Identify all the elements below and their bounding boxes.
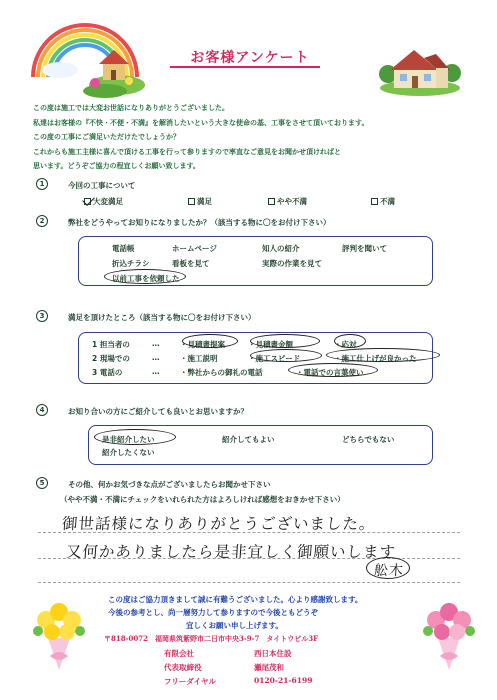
question-5-text: その他、何かお気づきな点がございましたらお聞かせ下さい [68, 480, 271, 489]
q2-option-saw-work[interactable]: 実際の作業を見て [262, 259, 322, 268]
writing-line [38, 582, 460, 583]
q4-option-maybe[interactable]: 紹介してもよい [222, 435, 275, 444]
intro-line: これからも施工主様に喜んで頂ける工事を行って参りますので率直なご意見をお聞かせ頂ければと [33, 147, 341, 156]
answer-circle [104, 269, 186, 284]
answer-circle [326, 348, 440, 362]
representative-label: 代表取締役 [164, 663, 202, 672]
q4-option-no[interactable]: 紹介したくない [102, 448, 155, 457]
q3-option-thank-you-call[interactable]: ・弊社からの御礼の電話 [180, 368, 263, 377]
checkbox[interactable] [188, 198, 195, 205]
answer-circle [288, 363, 378, 377]
phone-label: フリーダイヤル [164, 677, 216, 686]
question-3-text: 満足を頂けたところ（該当する物に〇をお付け下さい） [68, 313, 256, 322]
question-number: 2 [36, 215, 48, 227]
q2-option-phonebook[interactable]: 電話帳 [112, 244, 135, 253]
q3-option-finish[interactable]: ・施工仕上げが良かった [334, 354, 417, 363]
title-underline [170, 66, 320, 68]
intro-line: この度の工事にご満足いただけたでしょうか？ [33, 133, 180, 141]
phone-number: 0120-21-6199 [254, 676, 313, 685]
option-label: 大変満足 [93, 197, 123, 206]
handwritten-signature: 舩木 [373, 563, 405, 579]
signature-circle [366, 557, 410, 579]
question-4-text: お知り合いの方にご紹介しても良いとお思いますか？ [68, 407, 248, 416]
answer-circle [334, 334, 366, 348]
q3-option-estimate-proposal[interactable]: ・見積書提案 [180, 340, 225, 349]
option-label: やや不満 [277, 197, 307, 206]
handwritten-comment: 又何かありましたら是非宜しく御願いします [65, 543, 397, 561]
footer-message-line: この度はご協力頂きまして誠に有難うございました。心より感謝致します。 [108, 595, 363, 604]
q2-option-referral[interactable]: 知人の紹介 [262, 244, 300, 253]
answer-circle [182, 334, 238, 348]
rainbow-house-illustration [25, 15, 145, 100]
question-2-text: 弊社をどうやってお知りになりましたか？（該当する物に〇をお付け下さい） [68, 218, 331, 227]
company-name: 西日本住設 [254, 649, 292, 658]
q4-option-definitely[interactable]: 是非紹介したい [102, 435, 155, 444]
option-label: 不満 [380, 197, 395, 206]
q3-row-label: 3 電話の [92, 368, 123, 377]
q4-option-neutral[interactable]: どちらでもない [342, 435, 395, 444]
q3-option-phone-manner[interactable]: ・電話での言葉使い [296, 368, 364, 377]
q3-option-service[interactable]: ・応対 [334, 340, 357, 349]
q1-option-somewhat-dissatisfied[interactable] [268, 196, 307, 207]
q3-option-explanation[interactable]: ・施工説明 [180, 354, 218, 363]
q3-option-estimate-price[interactable]: ・見積書金額 [248, 340, 293, 349]
q1-option-dissatisfied[interactable] [371, 196, 395, 207]
q3-row-label: 1 担当者の [92, 340, 130, 349]
q3-row-label: 2 現場での [92, 354, 130, 363]
flower-bouquet-left [28, 598, 90, 676]
company-address: 〒818-0072 福岡県筑紫野市二日市中央3-9-7 タイトウビル3F [104, 634, 319, 643]
page-title: お客様アンケート [190, 50, 310, 66]
question-5-subtext: （やや不満・不満にチェックをいれられた方はよろしければ感想をおきかせ下さい） [60, 495, 345, 504]
intro-line: この度は施工では大変お世話になりありがとうございました。 [33, 104, 229, 112]
company-type-label: 有限会社 [164, 649, 194, 658]
intro-line: 私達はお客様の『不快・不便・不満』を解消したいという大きな使命の基、工事をさせて頂いております。 [33, 118, 369, 127]
flower-bouquet-right [418, 598, 480, 676]
q2-option-previous-client[interactable]: 以前工事を依頼した [112, 274, 180, 283]
footer-message-line: 宜しくお願い申し上げます。 [186, 621, 283, 630]
q2-option-homepage[interactable]: ホームページ [172, 244, 217, 253]
q2-option-flyer[interactable]: 折込チラシ [112, 259, 150, 268]
answer-circle [250, 334, 320, 348]
q3-row-dots: … [152, 339, 160, 348]
question-number: 1 [36, 178, 48, 190]
answer-circle [94, 429, 176, 445]
footer-message-line: 今後の参考とし、尚一層努力して参りますので今後ともどうぞ [108, 608, 318, 617]
handwritten-comment: 御世話様になりありがとうございました。 [61, 515, 377, 533]
option-label: 満足 [197, 197, 212, 206]
question-number: 4 [36, 404, 48, 416]
q3-row-dots: … [152, 367, 160, 376]
q3-row-dots: … [152, 353, 160, 362]
intro-text [33, 101, 473, 174]
question-number: 3 [36, 310, 48, 322]
checkbox[interactable] [268, 198, 275, 205]
checkbox[interactable] [371, 198, 378, 205]
intro-line: 思います。どうぞご協力の程宜しくお願い致します。 [33, 162, 200, 170]
q3-option-speed[interactable]: ・施工スピード [248, 354, 301, 363]
q1-option-satisfied[interactable] [188, 196, 212, 207]
answer-circle [250, 349, 322, 362]
q1-option-very-satisfied[interactable] [84, 196, 123, 207]
q2-option-signboard[interactable]: 看板を見て [172, 259, 210, 268]
cottage-illustration [380, 48, 460, 96]
question-number: 5 [36, 477, 48, 489]
question-1-text: 今回の工事について [68, 181, 136, 190]
q2-option-reputation[interactable]: 評判を聞いて [342, 244, 387, 253]
checkbox-checked[interactable] [84, 198, 91, 205]
representative-name: 瀬尾茂和 [254, 663, 284, 672]
